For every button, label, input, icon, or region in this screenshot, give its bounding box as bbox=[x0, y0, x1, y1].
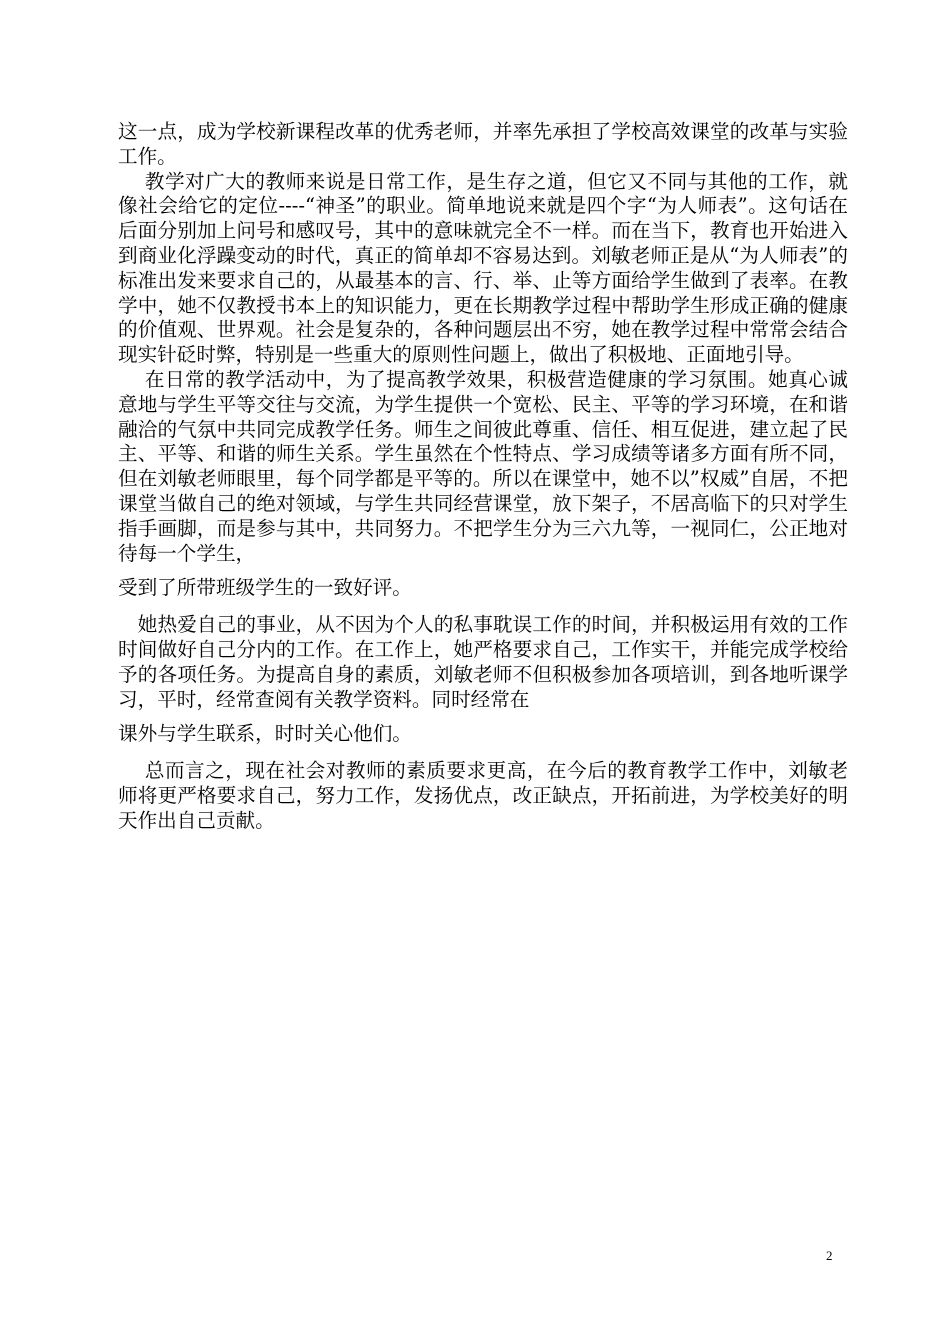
page-number: 2 bbox=[826, 1248, 833, 1263]
paragraph-1: 这一点，成为学校新课程改革的优秀老师，并率先承担了学校高效课堂的改革与实验工作。 bbox=[118, 120, 848, 168]
paragraph-3-continuation: 受到了所带班级学生的一致好评。 bbox=[118, 576, 412, 600]
paragraph-4: 她热爱自己的事业，从不因为个人的私事耽误工作的时间，并积极运用有效的工作时间做好自己分内的工作。在工作上，她严格要求自己，工作实干，并能完成学校给予的各项任务。为提高自身的素质，刘敏老师不但积极参加各项培训，到各地听课学习，平时，经常查阅有关教学资料。同时经常在 bbox=[118, 613, 848, 711]
paragraph-2: 教学对广大的教师来说是日常工作，是生存之道，但它又不同与其他的工作，就像社会给它的定位----“神圣”的职业。简单地说来就是四个字“为人师表”。这句话在后面分别加上问号和感叹号，其中的意味就完全不一样。而在当下，教育也开始进入到商业化浮躁变动的时代，真正的简单却不容易达到。刘敏老师正是从“为人师表”的标准出发来要求自己的，从最基本的言、行、举、止等方面给学生做到了表率。在教学中，她不仅教授书本上的知识能力，更在长期教学过程中帮助学生形成正确的健康的价值观、世界观。社会是复杂的，各种问题层出不穷，她在教学过程中常常会结合现实针砭时弊，特别是一些重大的原则性问题上，做出了积极地、正面地引导。 bbox=[118, 169, 848, 367]
document-body bbox=[118, 120, 848, 834]
paragraph-4-continuation: 课外与学生联系，时时关心他们。 bbox=[118, 722, 412, 746]
paragraph-3: 在日常的教学活动中，为了提高教学效果，积极营造健康的学习氛围。她真心诚意地与学生平等交往与交流，为学生提供一个宽松、民主、平等的学习环境，在和谐融洽的气氛中共同完成教学任务。师生之间彼此尊重、信任、相互促进，建立起了民主、平等、和谐的师生关系。学生虽然在个性特点、学习成绩等诸多方面有所不同，但在刘敏老师眼里，每个同学都是平等的。所以在课堂中，她不以”权威”自居，不把课堂当做自己的绝对领域，与学生共同经营课堂，放下架子，不居高临下的只对学生指手画脚，而是参与其中，共同努力。不把学生分为三六九等，一视同仁，公正地对待每一个学生， bbox=[118, 367, 848, 565]
paragraph-5: 总而言之，现在社会对教师的素质要求更高，在今后的教育教学工作中，刘敏老师将更严格要求自己，努力工作，发扬优点，改正缺点，开拓前进，为学校美好的明天作出自己贡献。 bbox=[118, 759, 848, 832]
